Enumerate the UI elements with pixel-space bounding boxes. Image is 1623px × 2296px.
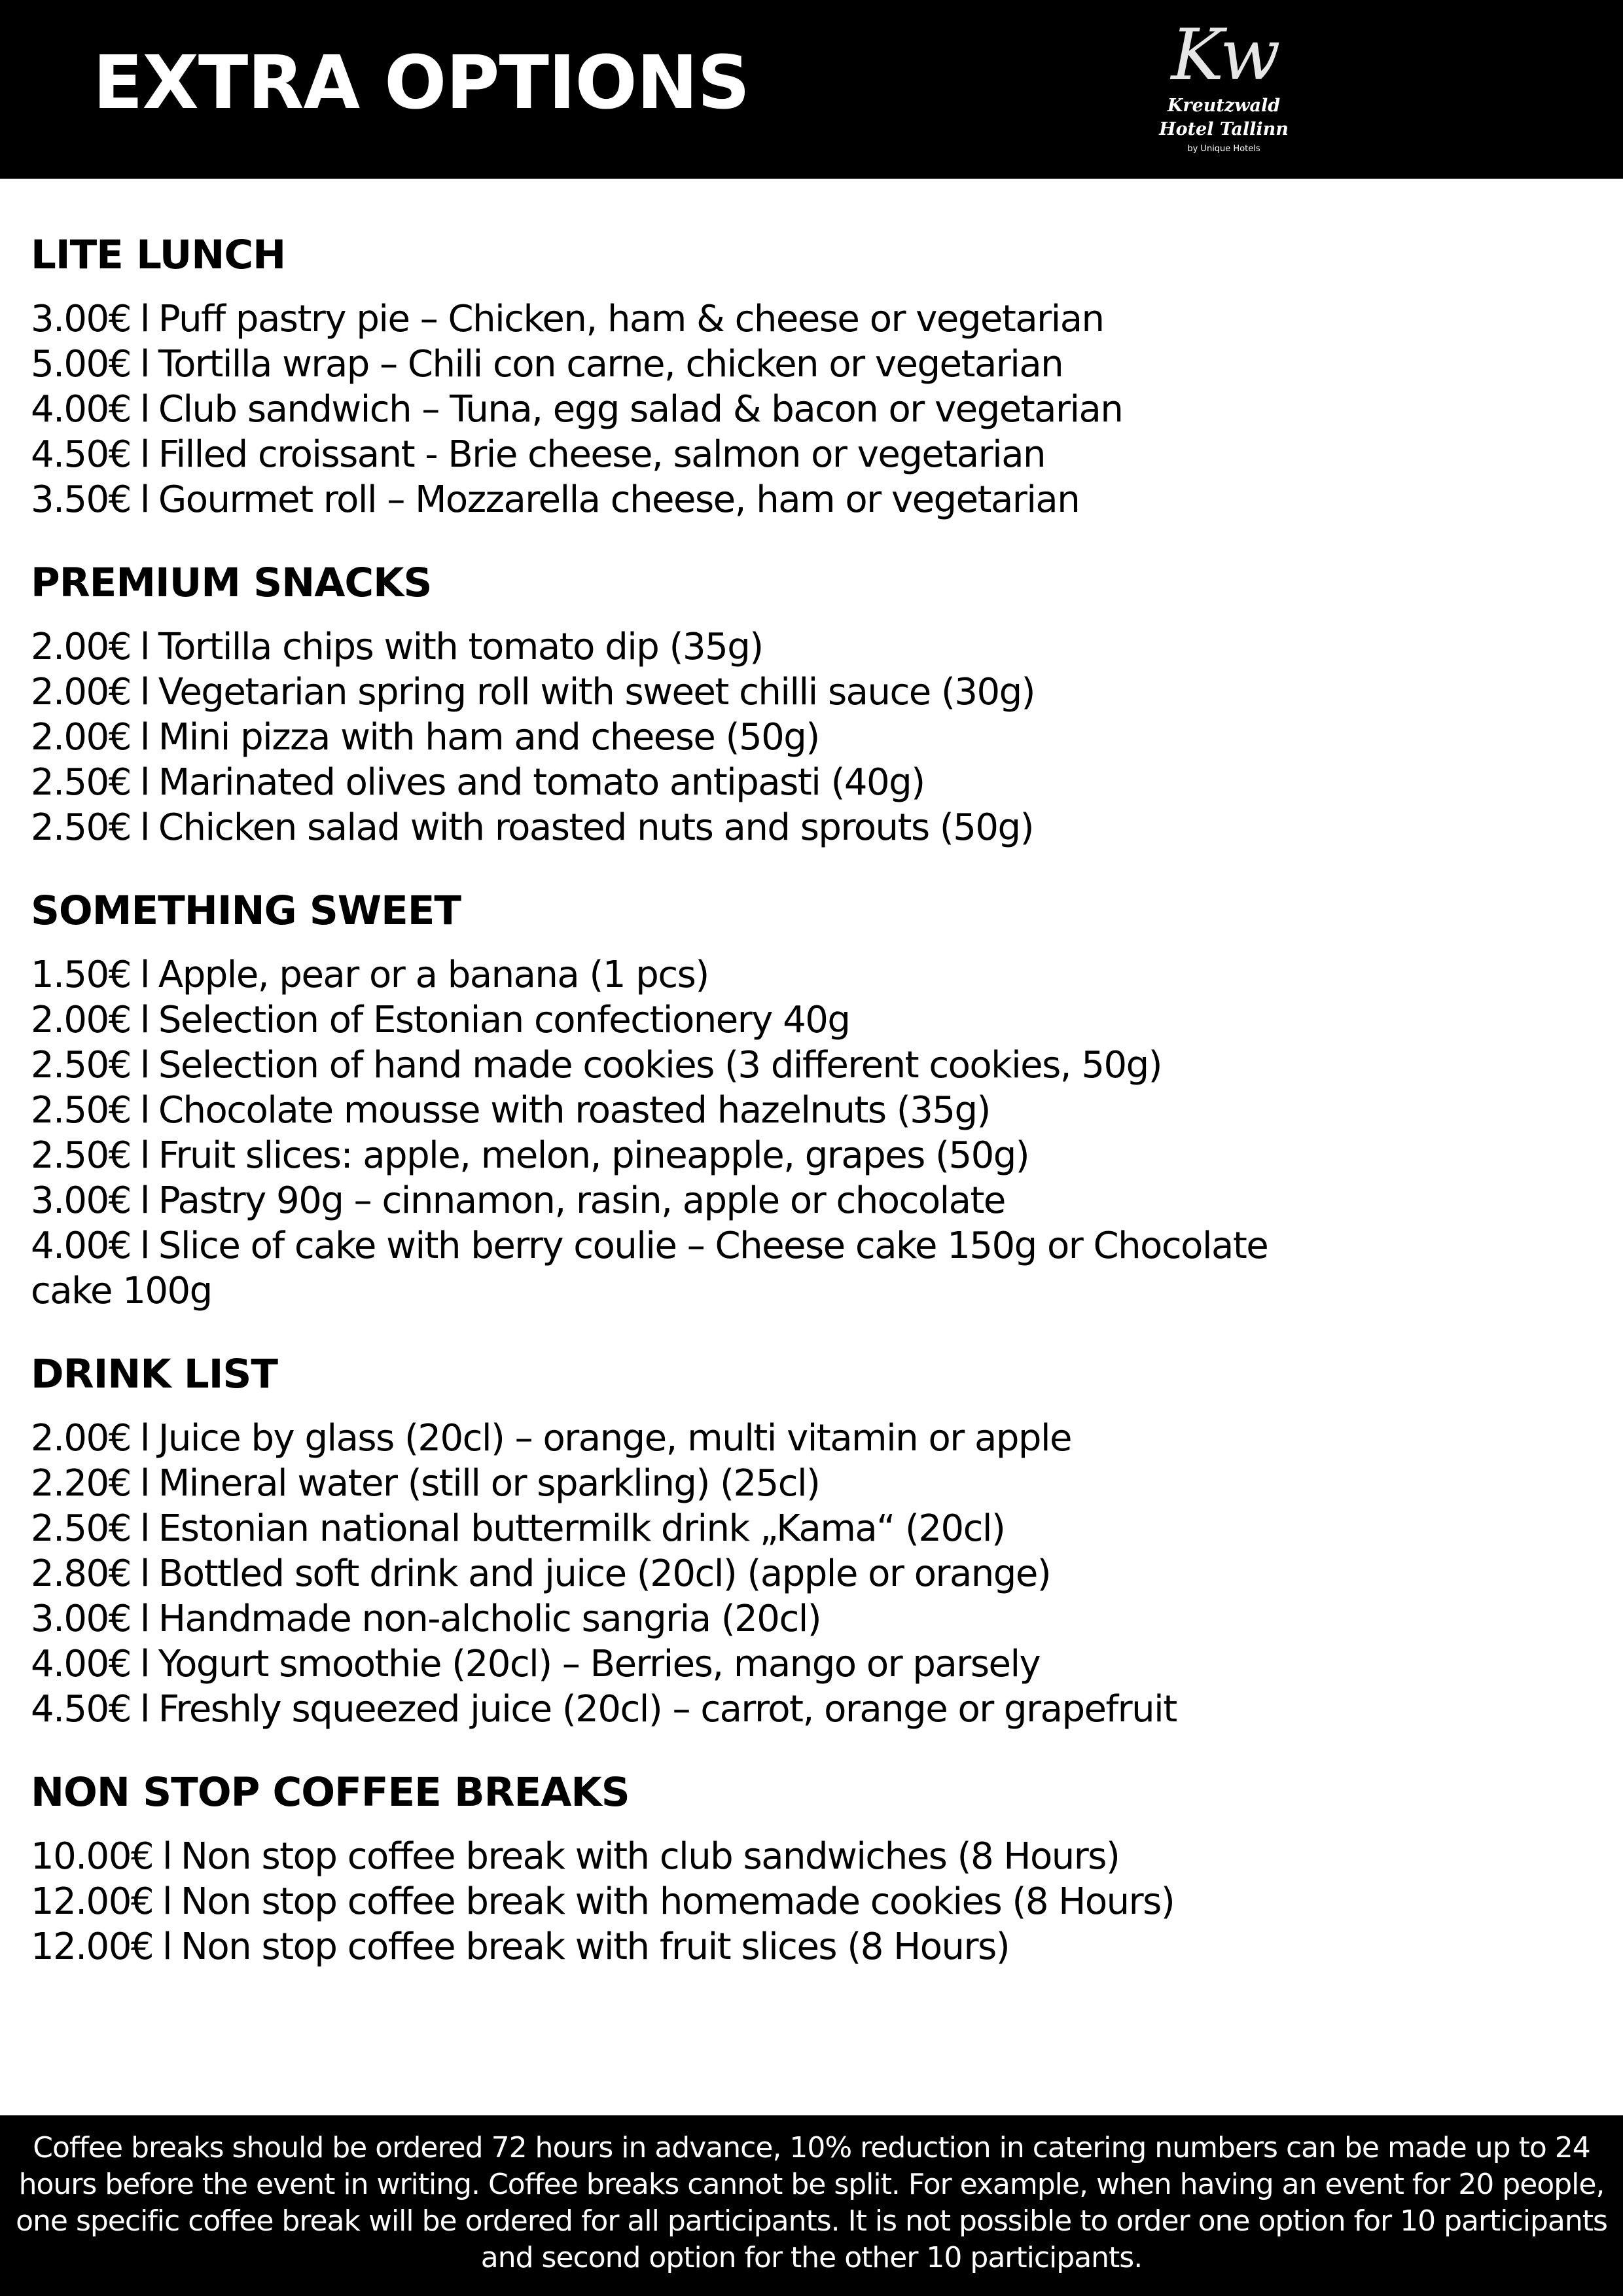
item-description: Handmade non-alcholic sangria (20cl) (158, 1598, 821, 1640)
price-separator: l (139, 626, 149, 668)
menu-item (31, 1687, 1588, 1732)
item-description: Selection of hand made cookies (3 different cookies, 50g) (158, 1044, 1162, 1086)
item-description: Non stop coffee break with club sandwiches (8 Hours) (181, 1835, 1120, 1878)
page-title: EXTRA OPTIONS (93, 41, 750, 126)
item-description: Freshly squeezed juice (20cl) – carrot, orange or grapefruit (158, 1688, 1177, 1731)
price-separator: l (139, 1089, 149, 1132)
price-separator: l (139, 1507, 149, 1550)
item-description: Selection of Estonian confectionery 40g (158, 999, 850, 1041)
item-price: 12.00€ (31, 1880, 153, 1923)
price-separator: l (139, 716, 149, 759)
menu-item (31, 952, 1588, 997)
menu-item (31, 1596, 1588, 1641)
section-heading: LITE LUNCH (31, 232, 286, 278)
menu-item (31, 1178, 1588, 1223)
item-description: Non stop coffee break with fruit slices (8 Hours) (181, 1926, 1010, 1968)
menu-item (31, 296, 1588, 342)
menu-item-list (31, 296, 1588, 522)
item-price: 4.50€ (31, 433, 131, 476)
item-description: Tortilla chips with tomato dip (35g) (158, 626, 763, 668)
menu-item (31, 1506, 1588, 1551)
section-heading: SOMETHING SWEET (31, 888, 461, 934)
menu-item (31, 997, 1588, 1043)
item-description: Mini pizza with ham and cheese (50g) (158, 716, 819, 759)
item-description: Mineral water (still or sparkling) (25cl) (158, 1462, 820, 1505)
price-separator: l (162, 1880, 172, 1923)
price-separator: l (162, 1835, 172, 1878)
price-separator: l (139, 954, 149, 996)
item-price: 3.00€ (31, 1179, 131, 1222)
price-separator: l (139, 1643, 149, 1685)
menu-item (31, 1461, 1588, 1506)
item-description: Gourmet roll – Mozzarella cheese, ham or vegetarian (158, 478, 1080, 521)
item-price: 3.00€ (31, 298, 131, 340)
price-separator: l (139, 1552, 149, 1595)
item-price: 3.50€ (31, 478, 131, 521)
price-separator: l (139, 1179, 149, 1222)
menu-item (31, 1879, 1588, 1924)
item-price: 2.80€ (31, 1552, 131, 1595)
item-description: Filled croissant - Brie cheese, salmon or vegetarian (158, 433, 1046, 476)
item-description: Yogurt smoothie (20cl) – Berries, mango or parsely (158, 1643, 1041, 1685)
item-description: Tortilla wrap – Chili con carne, chicken or vegetarian (158, 343, 1063, 386)
price-separator: l (139, 1417, 149, 1460)
logo-tagline: by Unique Hotels (1187, 144, 1260, 154)
item-price: 1.50€ (31, 954, 131, 996)
logo-name-line1: Kreutzwald (1167, 96, 1281, 116)
price-separator: l (139, 999, 149, 1041)
item-description: Juice by glass (20cl) – orange, multi vitamin or apple (158, 1417, 1071, 1460)
logo-monogram: Kw (1171, 14, 1277, 96)
menu-item (31, 1834, 1588, 1879)
logo-name-line2: Hotel Tallinn (1159, 119, 1289, 139)
header-bar (0, 0, 1623, 179)
menu-item (31, 670, 1588, 715)
item-price: 5.00€ (31, 343, 131, 386)
menu-item (31, 1043, 1588, 1088)
item-price: 2.00€ (31, 999, 131, 1041)
item-price: 2.50€ (31, 806, 131, 849)
item-price: 4.00€ (31, 1643, 131, 1685)
price-separator: l (139, 1044, 149, 1086)
price-separator: l (139, 388, 149, 431)
menu-item (31, 387, 1588, 432)
menu-item (31, 760, 1588, 805)
menu-item (31, 342, 1588, 387)
price-separator: l (139, 343, 149, 386)
menu-section (31, 1763, 1588, 1969)
menu-item (31, 1088, 1588, 1133)
item-price: 2.00€ (31, 1417, 131, 1460)
item-description: Pastry 90g – cinnamon, rasin, apple or chocolate (158, 1179, 1005, 1222)
item-price: 2.50€ (31, 1134, 131, 1177)
price-separator: l (139, 478, 149, 521)
item-price: 2.50€ (31, 1044, 131, 1086)
menu-item-list (31, 624, 1588, 850)
menu-section (31, 1345, 1588, 1732)
menu-item (31, 477, 1588, 522)
item-description: Slice of cake with berry coulie – Cheese cake 150g or Chocolate cake 100g (31, 1225, 1268, 1312)
item-description: Non stop coffee break with homemade cookies (8 Hours) (181, 1880, 1175, 1923)
menu-item (31, 715, 1588, 760)
item-price: 2.00€ (31, 626, 131, 668)
item-description: Bottled soft drink and juice (20cl) (apple or orange) (158, 1552, 1051, 1595)
item-price: 2.20€ (31, 1462, 131, 1505)
price-separator: l (139, 1598, 149, 1640)
item-price: 2.50€ (31, 1089, 131, 1132)
item-description: Marinated olives and tomato antipasti (40g) (158, 761, 925, 804)
menu-item (31, 1641, 1588, 1687)
menu-item (31, 1924, 1588, 1969)
item-price: 3.00€ (31, 1598, 131, 1640)
section-heading: NON STOP COFFEE BREAKS (31, 1769, 630, 1816)
menu-section (31, 226, 1588, 522)
menu-section (31, 554, 1588, 850)
item-price: 4.00€ (31, 388, 131, 431)
menu-section (31, 882, 1588, 1314)
menu-content (31, 226, 1588, 2001)
item-price: 10.00€ (31, 1835, 153, 1878)
menu-item (31, 432, 1588, 477)
price-separator: l (139, 1134, 149, 1177)
menu-item (31, 1223, 1340, 1314)
menu-item (31, 624, 1588, 670)
price-separator: l (139, 1462, 149, 1505)
item-description: Chicken salad with roasted nuts and sprouts (50g) (158, 806, 1033, 849)
menu-item (31, 1551, 1588, 1596)
item-description: Fruit slices: apple, melon, pineapple, grapes (50g) (158, 1134, 1029, 1177)
hotel-logo (1152, 14, 1296, 171)
item-description: Club sandwich – Tuna, egg salad & bacon or vegetarian (158, 388, 1123, 431)
item-description: Vegetarian spring roll with sweet chilli sauce (30g) (158, 671, 1035, 713)
item-description: Estonian national buttermilk drink „Kama“ (20cl) (158, 1507, 1005, 1550)
item-price: 2.50€ (31, 1507, 131, 1550)
item-price: 2.00€ (31, 671, 131, 713)
price-separator: l (139, 806, 149, 849)
section-heading: PREMIUM SNACKS (31, 560, 432, 606)
price-separator: l (139, 671, 149, 713)
item-price: 2.50€ (31, 761, 131, 804)
menu-item-list (31, 952, 1588, 1314)
item-price: 4.00€ (31, 1225, 131, 1267)
price-separator: l (139, 1225, 149, 1267)
footer-bar (0, 2115, 1623, 2296)
menu-item-list (31, 1834, 1588, 1969)
section-heading: DRINK LIST (31, 1351, 277, 1397)
item-price: 4.50€ (31, 1688, 131, 1731)
item-description: Puff pastry pie – Chicken, ham & cheese or vegetarian (158, 298, 1104, 340)
price-separator: l (139, 298, 149, 340)
menu-item (31, 1133, 1588, 1178)
item-description: Chocolate mousse with roasted hazelnuts (35g) (158, 1089, 990, 1132)
price-separator: l (139, 761, 149, 804)
price-separator: l (162, 1926, 172, 1968)
item-price: 12.00€ (31, 1926, 153, 1968)
menu-item-list (31, 1416, 1588, 1732)
footer-note: Coffee breaks should be ordered 72 hours in advance, 10% reduction in catering numbers can be made up to 24 hours before the event in writing. Coffee breaks cannot be split. For example, when having an event for 20 people, one specific coffee break will be ordered for all participants. It is not possible to order one option for 10 participants and second option for the other 10 participants. (16, 2131, 1607, 2274)
price-separator: l (139, 433, 149, 476)
item-description: Apple, pear or a banana (1 pcs) (158, 954, 709, 996)
menu-item (31, 805, 1588, 850)
item-price: 2.00€ (31, 716, 131, 759)
menu-item (31, 1416, 1588, 1461)
price-separator: l (139, 1688, 149, 1731)
